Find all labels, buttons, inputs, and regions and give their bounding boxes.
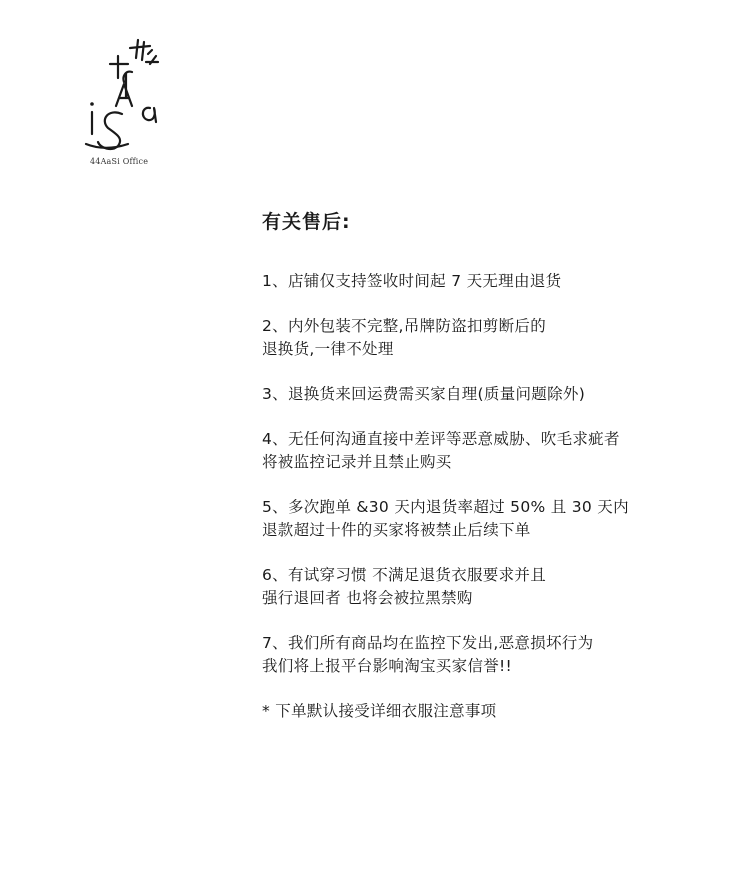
policy-line: 退款超过十件的买家将被禁止后续下单: [262, 521, 531, 539]
section-title: 有关售后:: [262, 211, 351, 233]
after-sales-policy: [262, 208, 722, 745]
policy-line: * 下单默认接受详细衣服注意事项: [262, 702, 497, 720]
policy-line: 1、店铺仅支持签收时间起 7 天无理由退货: [262, 272, 562, 290]
policy-line: 强行退回者 也将会被拉黑禁购: [262, 589, 473, 607]
policy-item-4: [262, 428, 722, 474]
policy-line: 3、退换货来回运费需买家自理(质量问题除外): [262, 385, 586, 403]
policy-line: 6、有试穿习惯 不满足退货衣服要求并且: [262, 566, 546, 584]
policy-line: 2、内外包装不完整,吊牌防盗扣剪断后的: [262, 317, 546, 335]
brand-logo: [78, 34, 170, 174]
handwritten-44aasi-logo-icon: [78, 34, 170, 154]
policy-item-2: [262, 315, 722, 361]
policy-item-7: [262, 632, 722, 678]
policy-line: 退换货,一律不处理: [262, 340, 394, 358]
policy-item-3: [262, 383, 722, 406]
policy-item-6: [262, 564, 722, 610]
policy-line: 7、我们所有商品均在监控下发出,恶意损坏行为: [262, 634, 594, 652]
policy-line: 将被监控记录并且禁止购买: [262, 453, 452, 471]
policy-line: 我们将上报平台影响淘宝买家信誉!!: [262, 657, 513, 675]
policy-item-1: [262, 270, 722, 293]
policy-line: 4、无任何沟通直接中差评等恶意威胁、吹毛求疵者: [262, 430, 620, 448]
policy-line: 5、多次跑单 &30 天内退货率超过 50% 且 30 天内: [262, 498, 629, 516]
policy-note: [262, 700, 722, 723]
brand-caption: 44AaSi Office: [90, 157, 149, 166]
policy-item-5: [262, 496, 722, 542]
